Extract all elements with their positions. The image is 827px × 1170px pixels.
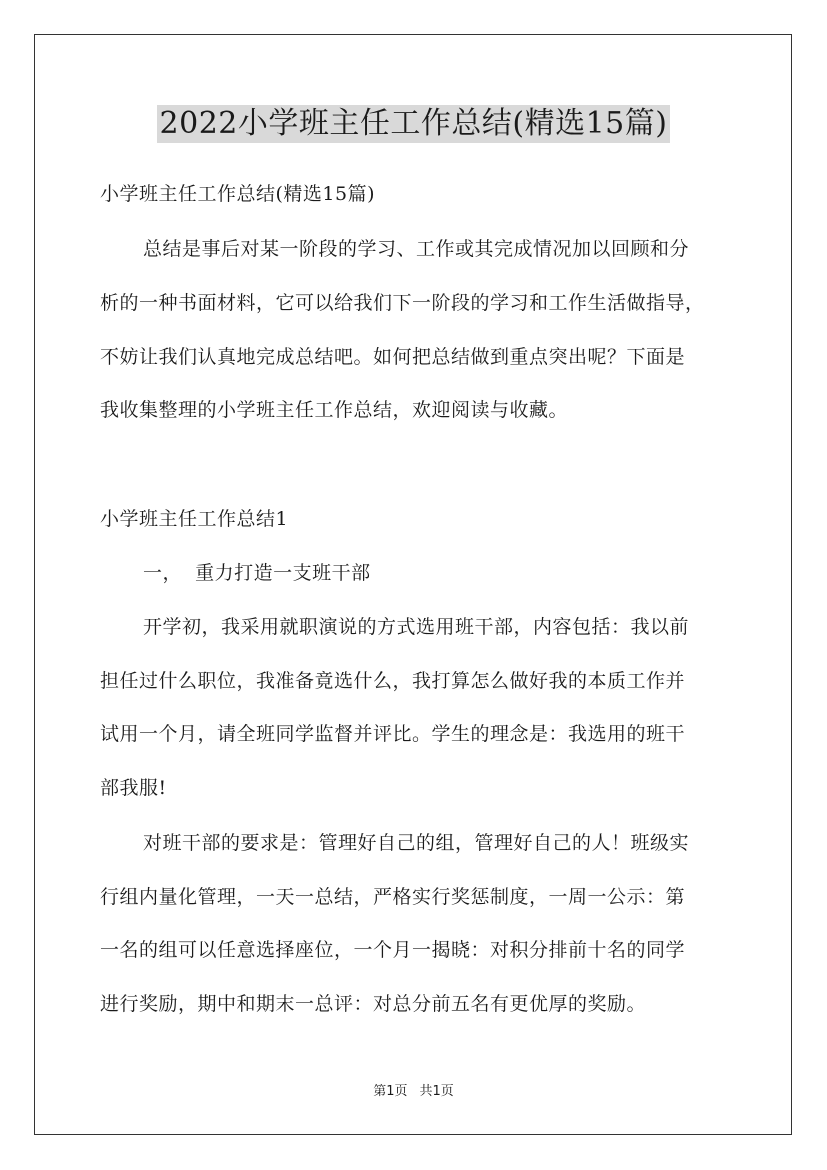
intro-line: 不妨让我们认真地完成总结吧。如何把总结做到重点突出呢？下面是 [100,346,686,368]
section-heading: 小学班主任工作总结1 [100,508,289,530]
subheading: 一， 重力打造一支班干部 [143,562,371,584]
page-total: 共1页 [419,1084,454,1099]
page-footer [0,1084,827,1100]
document-title [0,103,827,143]
paragraph2-line: 行组内量化管理，一天一总结，严格实行奖惩制度，一周一公示：第 [100,886,686,908]
paragraph1-line: 试用一个月，请全班同学监督并评比。学生的理念是：我选用的班干 [100,723,686,745]
paragraph1-line: 部我服! [100,777,167,799]
intro-line: 析的一种书面材料，它可以给我们下一阶段的学习和工作生活做指导， [100,292,705,314]
paragraph2-line: 对班干部的要求是：管理好自己的组，管理好自己的人！班级实 [143,832,690,854]
paragraph1-line: 担任过什么职位，我准备竟选什么，我打算怎么做好我的本质工作并 [100,670,686,692]
paragraph2-line: 进行奖励，期中和期末一总评：对总分前五名有更优厚的奖励。 [100,993,647,1015]
document-title-text: 2022小学班主任工作总结(精选15篇) [157,105,671,143]
intro-line: 总结是事后对某一阶段的学习、工作或其完成情况加以回顾和分 [143,238,690,260]
intro-line: 我收集整理的小学班主任工作总结，欢迎阅读与收藏。 [100,399,569,421]
page-number: 第1页 [373,1084,408,1099]
paragraph1-line: 开学初，我采用就职演说的方式选用班干部，内容包括：我以前 [143,616,690,638]
document-subtitle: 小学班主任工作总结(精选15篇) [100,183,376,205]
paragraph2-line: 一名的组可以任意选择座位，一个月一揭晓：对积分排前十名的同学 [100,939,686,961]
